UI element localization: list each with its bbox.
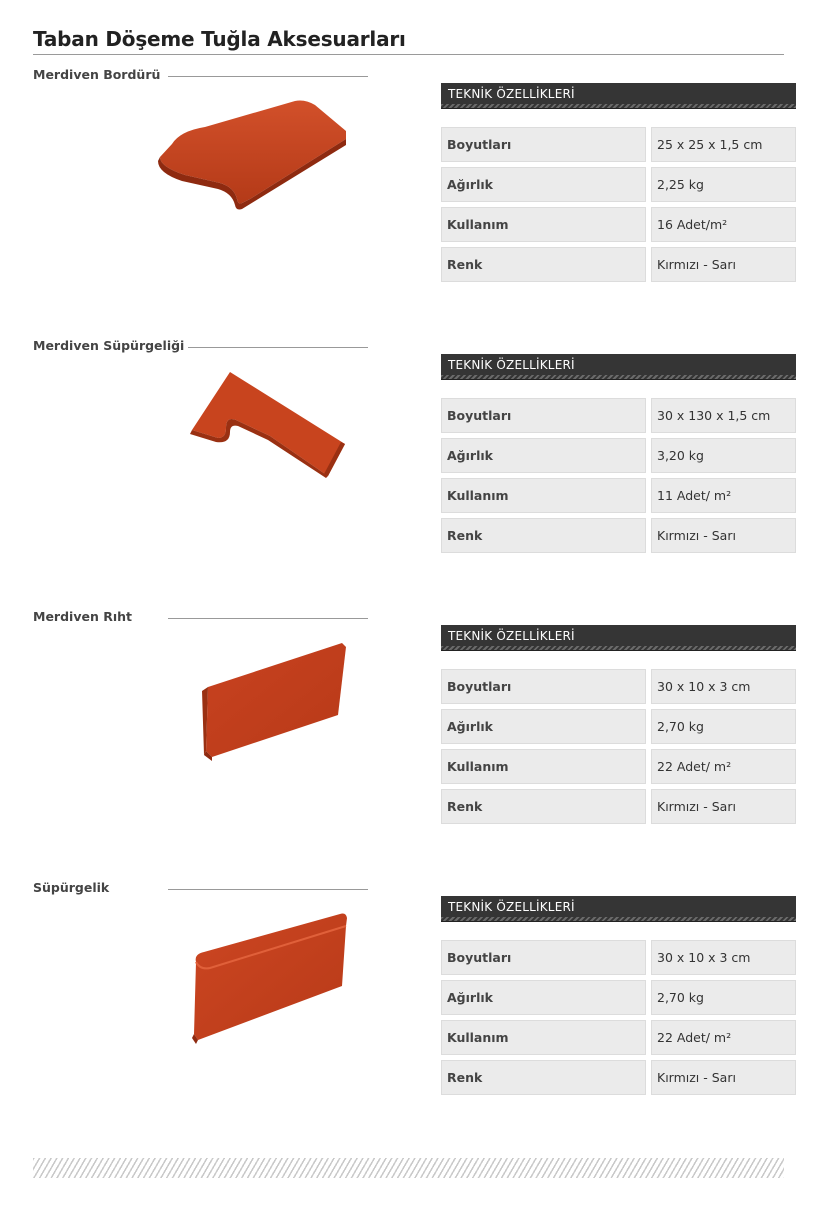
spec-header-label: TEKNİK ÖZELLİKLERİ [448,358,575,372]
spec-row [441,749,796,784]
spec-row [441,789,796,824]
spec-header [441,625,796,651]
spec-key: Renk [441,247,646,282]
spec-header [441,896,796,922]
spec-row [441,247,796,282]
spec-table [441,398,796,558]
spec-row [441,1020,796,1055]
spec-value: 22 Adet/ m² [651,1020,796,1055]
spec-key: Kullanım [441,478,646,513]
product-name-divider [168,76,368,77]
spec-header [441,354,796,380]
product-name: Merdiven Rıht [33,609,136,624]
spec-value: Kırmızı - Sarı [651,518,796,553]
page-title: Taban Döşeme Tuğla Aksesuarları [33,27,406,51]
spec-key: Renk [441,518,646,553]
spec-header-stripes [441,375,796,379]
spec-value: Kırmızı - Sarı [651,789,796,824]
spec-table [441,940,796,1100]
product-section [0,609,818,869]
product-section [0,338,818,598]
spec-value: 22 Adet/ m² [651,749,796,784]
spec-row [441,518,796,553]
skirting-tile-image [150,900,370,1050]
spec-value: 16 Adet/m² [651,207,796,242]
stair-riser-tile-image [150,629,370,779]
spec-row [441,127,796,162]
spec-row [441,207,796,242]
spec-key: Kullanım [441,749,646,784]
spec-row [441,398,796,433]
spec-key: Ağırlık [441,980,646,1015]
spec-key: Renk [441,1060,646,1095]
spec-row [441,709,796,744]
spec-header-label: TEKNİK ÖZELLİKLERİ [448,629,575,643]
spec-row [441,478,796,513]
spec-row [441,980,796,1015]
title-divider [33,54,784,55]
spec-header-label: TEKNİK ÖZELLİKLERİ [448,900,575,914]
spec-key: Ağırlık [441,167,646,202]
spec-row [441,1060,796,1095]
product-section [0,67,818,327]
spec-value: 2,70 kg [651,709,796,744]
stair-skirting-tile-image [150,358,370,508]
spec-value: 30 x 10 x 3 cm [651,669,796,704]
spec-value: Kırmızı - Sarı [651,247,796,282]
spec-header-stripes [441,646,796,650]
spec-value: 2,70 kg [651,980,796,1015]
stair-nosing-tile-image [150,87,370,237]
spec-row [441,669,796,704]
product-name-divider [168,347,368,348]
spec-value: 11 Adet/ m² [651,478,796,513]
spec-row [441,940,796,975]
spec-key: Ağırlık [441,709,646,744]
spec-header [441,83,796,109]
spec-key: Renk [441,789,646,824]
spec-key: Boyutları [441,398,646,433]
spec-value: 3,20 kg [651,438,796,473]
spec-key: Kullanım [441,1020,646,1055]
product-section [0,880,818,1140]
spec-value: 30 x 130 x 1,5 cm [651,398,796,433]
spec-key: Boyutları [441,940,646,975]
spec-header-stripes [441,917,796,921]
spec-row [441,438,796,473]
footer-stripe-divider [33,1158,784,1178]
spec-key: Ağırlık [441,438,646,473]
spec-value: 25 x 25 x 1,5 cm [651,127,796,162]
spec-value: 30 x 10 x 3 cm [651,940,796,975]
spec-header-label: TEKNİK ÖZELLİKLERİ [448,87,575,101]
spec-table [441,669,796,829]
spec-key: Boyutları [441,127,646,162]
spec-table [441,127,796,287]
product-name-divider [168,618,368,619]
spec-key: Kullanım [441,207,646,242]
spec-key: Boyutları [441,669,646,704]
spec-value: Kırmızı - Sarı [651,1060,796,1095]
product-name: Merdiven Bordürü [33,67,164,82]
spec-header-stripes [441,104,796,108]
product-name: Süpürgelik [33,880,113,895]
product-name: Merdiven Süpürgeliği [33,338,188,353]
spec-row [441,167,796,202]
product-name-divider [168,889,368,890]
spec-value: 2,25 kg [651,167,796,202]
